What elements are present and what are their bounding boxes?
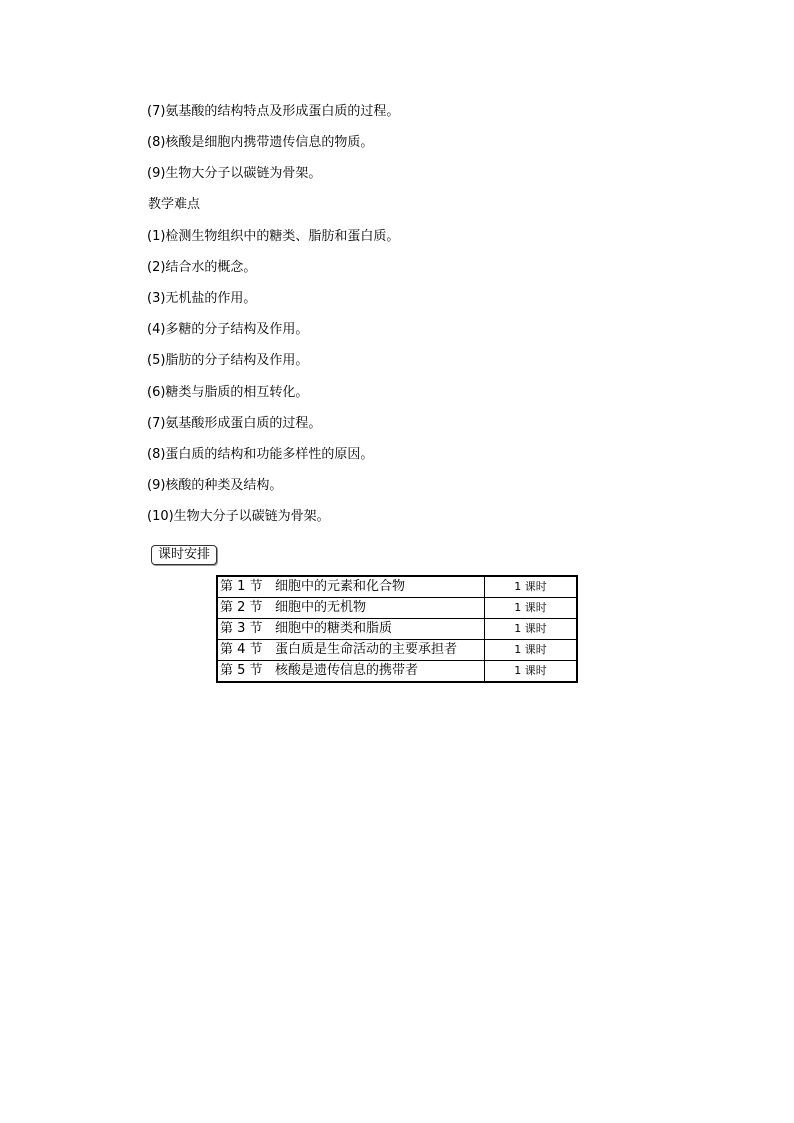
section-cell: [217, 576, 485, 598]
key-point-7: (7)氨基酸的结构特点及形成蛋白质的过程。: [147, 104, 400, 119]
schedule-table: [216, 575, 578, 683]
section-title: 蛋白质是生命活动的主要承担者: [275, 642, 458, 657]
section-title: 细胞中的无机物: [275, 600, 367, 615]
difficult-point-5: (5)脂肪的分子结构及作用。: [147, 353, 309, 368]
hours-cell: 1 课时: [485, 619, 578, 640]
key-point-9: (9)生物大分子以碳链为骨架。: [147, 166, 322, 181]
section-cell: [217, 598, 485, 619]
hours-cell: 1 课时: [485, 576, 578, 598]
section-title: 核酸是遗传信息的携带者: [275, 663, 419, 678]
section-title: 细胞中的元素和化合物: [275, 579, 406, 594]
table-row: [217, 640, 577, 661]
hours-cell: 1 课时: [485, 598, 578, 619]
difficult-point-6: (6)糖类与脂质的相互转化。: [147, 385, 309, 400]
key-point-8: (8)核酸是细胞内携带遗传信息的物质。: [147, 135, 374, 150]
table-row: [217, 661, 577, 683]
difficult-point-8: (8)蛋白质的结构和功能多样性的原因。: [147, 447, 374, 462]
table-row: [217, 598, 577, 619]
difficult-point-3: (3)无机盐的作用。: [147, 291, 257, 306]
section-cell: [217, 640, 485, 661]
section-cell: [217, 661, 485, 683]
hours-cell: 1 课时: [485, 661, 578, 683]
difficult-points-heading: 教学难点: [148, 197, 201, 212]
difficult-point-2: (2)结合水的概念。: [147, 260, 257, 275]
section-cell: [217, 619, 485, 640]
table-row: [217, 619, 577, 640]
hours-cell: 1 课时: [485, 640, 578, 661]
section-number: 第 1 节: [220, 579, 263, 594]
section-number: 第 4 节: [220, 642, 263, 657]
section-number: 第 3 节: [220, 621, 263, 636]
difficult-point-1: (1)检测生物组织中的糖类、脂肪和蛋白质。: [147, 229, 400, 244]
difficult-point-10: (10)生物大分子以碳链为骨架。: [147, 509, 330, 524]
difficult-point-7: (7)氨基酸形成蛋白质的过程。: [147, 416, 322, 431]
section-title: 细胞中的糖类和脂质: [275, 621, 393, 636]
table-row: [217, 576, 577, 598]
section-number: 第 2 节: [220, 600, 263, 615]
section-number: 第 5 节: [220, 663, 263, 678]
schedule-tag: 课时安排: [151, 545, 217, 565]
difficult-point-9: (9)核酸的种类及结构。: [147, 478, 283, 493]
difficult-point-4: (4)多糖的分子结构及作用。: [147, 322, 309, 337]
